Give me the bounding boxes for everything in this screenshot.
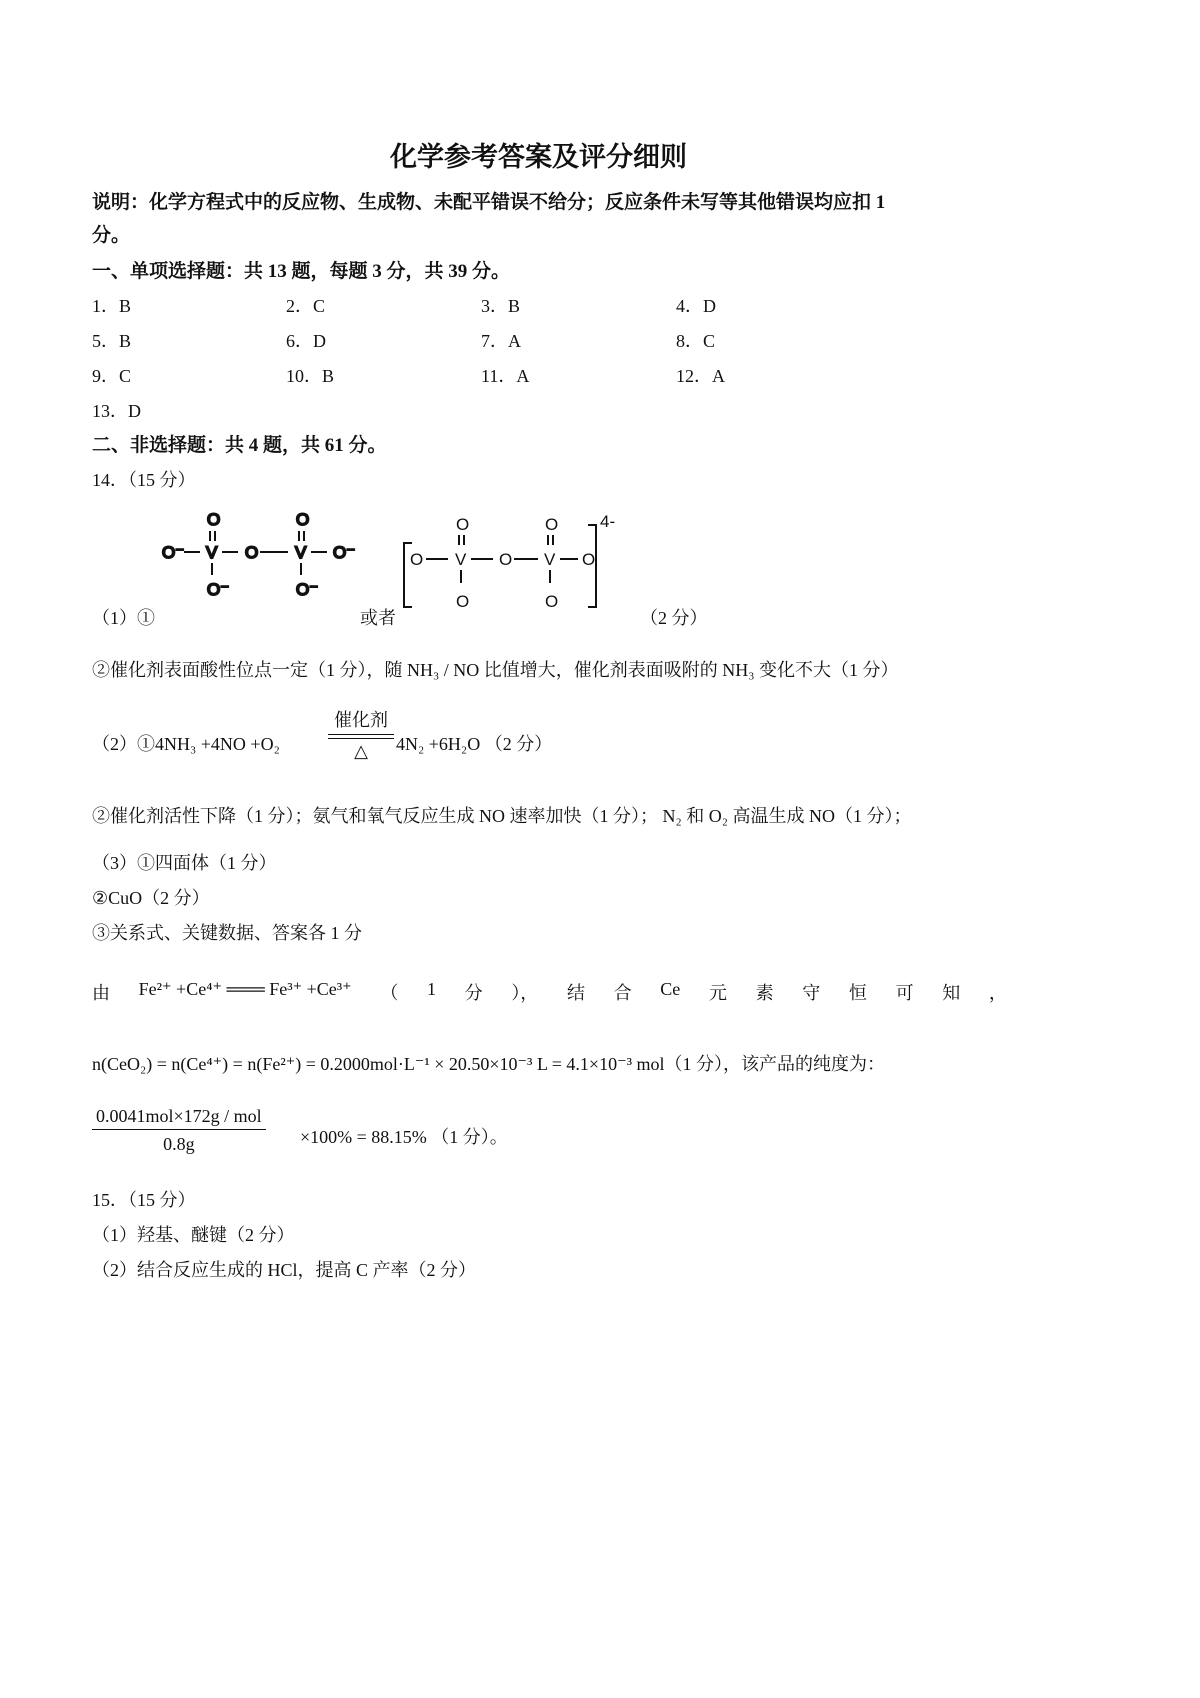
svg-text:O: O bbox=[582, 550, 596, 569]
answer-item: 2．C bbox=[286, 296, 326, 316]
text-part: 分 bbox=[464, 983, 483, 1003]
answer-item: 10．B bbox=[286, 366, 335, 386]
q14-3-5-calculation: n(CeO₂) = n(Ce⁴⁺) = n(Fe²⁺) = 0.2000mol·L⁻¹ × 20.50×10⁻³ L = 4.1×10⁻³ mol（1 分），该产品的纯度为： bbox=[92, 1054, 885, 1074]
text-part: 素 bbox=[755, 983, 774, 1003]
note-line-1: 说明：化学方程式中的反应物、生成物、未配平错误不给分；反应条件未写等其他错误均应扣 1 bbox=[92, 192, 886, 213]
text-part: 1 bbox=[427, 979, 436, 999]
text-part: 元 bbox=[708, 983, 727, 1003]
q14-3-2-text: ②CuO（2 分） bbox=[92, 888, 210, 908]
svg-text:O: O bbox=[207, 510, 221, 529]
svg-text:O: O bbox=[545, 592, 559, 611]
text-part: 合 bbox=[613, 983, 632, 1003]
answer-item: 5．B bbox=[92, 331, 132, 351]
q14-1-2-text: ②催化剂表面酸性位点一定（1 分），随 NH₃ / NO 比值增大，催化剂表面吸附的 NH₃ 变化不大（1 分） bbox=[92, 660, 899, 680]
answer-item: 7．A bbox=[481, 331, 521, 351]
divanadate-structures bbox=[150, 505, 650, 620]
heat-icon: △ bbox=[354, 741, 368, 761]
fraction-numerator: 0.0041mol×172g / mol bbox=[92, 1106, 266, 1130]
svg-text:O: O bbox=[499, 550, 513, 569]
svg-text:O: O bbox=[245, 543, 259, 562]
section2-heading: 二、非选择题：共 4 题，共 61 分。 bbox=[92, 435, 387, 456]
text-part: 恒 bbox=[848, 983, 867, 1003]
svg-text:4-: 4- bbox=[600, 512, 616, 531]
purity-result: ×100% = 88.15% （1 分）。 bbox=[300, 1127, 508, 1147]
svg-text:O⁻: O⁻ bbox=[162, 543, 185, 562]
catalyst-label: 催化剂 bbox=[334, 710, 388, 730]
text-part: ， bbox=[988, 983, 1007, 1003]
q14-2-equation-left: （2）①4NH₃ +4NO +O₂ bbox=[92, 734, 280, 754]
svg-text:V: V bbox=[295, 543, 307, 562]
text-part: 守 bbox=[802, 983, 821, 1003]
answer-item: 12．A bbox=[676, 366, 725, 386]
q14-1-or: 或者 bbox=[360, 608, 396, 628]
svg-text:O: O bbox=[545, 515, 559, 534]
answer-item: 3．B bbox=[481, 296, 521, 316]
q14-2-equation-right: 4N₂ +6H₂O （2 分） bbox=[396, 734, 553, 754]
q15-1-text: （1）羟基、醚键（2 分） bbox=[92, 1225, 295, 1245]
svg-text:V: V bbox=[544, 550, 556, 569]
text-part: Ce bbox=[660, 979, 681, 999]
equals-sign bbox=[328, 734, 394, 739]
text-part: ）， bbox=[511, 983, 539, 1003]
text-part: 知 bbox=[942, 983, 961, 1003]
q15-2-text: （2）结合反应生成的 HCl，提高 C 产率（2 分） bbox=[92, 1260, 477, 1280]
answer-item: 1．B bbox=[92, 296, 132, 316]
page-title: 化学参考答案及评分细则 bbox=[390, 142, 687, 172]
answer-item: 11．A bbox=[481, 366, 530, 386]
text-part: 结 bbox=[566, 983, 585, 1003]
q14-3-1-text: （3）①四面体（1 分） bbox=[92, 853, 277, 873]
svg-text:O: O bbox=[296, 510, 310, 529]
svg-text:V: V bbox=[455, 550, 467, 569]
structure-b bbox=[404, 512, 615, 611]
text-part: 由 bbox=[92, 983, 110, 1003]
svg-text:O⁻: O⁻ bbox=[296, 580, 319, 599]
q14-3-3-text: ③关系式、关键数据、答案各 1 分 bbox=[92, 923, 362, 943]
text-part: 可 bbox=[895, 983, 914, 1003]
answer-item: 4．D bbox=[676, 296, 716, 316]
q14-1-label: （1）① bbox=[92, 608, 155, 628]
fraction-denominator: 0.8g bbox=[163, 1134, 195, 1154]
section1-heading: 一、单项选择题：共 13 题，每题 3 分，共 39 分。 bbox=[92, 261, 511, 282]
note-line-2: 分。 bbox=[92, 225, 131, 246]
svg-text:V: V bbox=[206, 543, 218, 562]
svg-text:O: O bbox=[456, 592, 470, 611]
svg-text:O: O bbox=[456, 515, 470, 534]
q14-2-2-text: ②催化剂活性下降（1 分）；氨气和氧气反应生成 NO 速率加快（1 分）； N₂ 和 O₂ 高温生成 NO（1 分）； bbox=[92, 806, 912, 826]
svg-text:O⁻: O⁻ bbox=[207, 580, 230, 599]
answer-item: 9．C bbox=[92, 366, 132, 386]
answer-item: 6．D bbox=[286, 331, 326, 351]
svg-text:O⁻: O⁻ bbox=[333, 543, 356, 562]
q14-1-score: （2 分） bbox=[640, 608, 708, 628]
ionic-equation: Fe²⁺ +Ce⁴⁺ ═══ Fe³⁺ +Ce³⁺ bbox=[138, 979, 352, 999]
q14-3-4-text bbox=[92, 979, 1007, 1005]
q15-header: 15．（15 分） bbox=[92, 1190, 196, 1210]
structure-a bbox=[162, 510, 355, 599]
purity-fraction bbox=[92, 1106, 266, 1155]
reaction-condition bbox=[328, 706, 394, 762]
svg-text:O: O bbox=[410, 550, 424, 569]
text-part: （ bbox=[380, 983, 399, 1003]
answer-item: 8．C bbox=[676, 331, 716, 351]
q14-header: 14．（15 分） bbox=[92, 470, 196, 490]
answer-item: 13．D bbox=[92, 401, 141, 421]
